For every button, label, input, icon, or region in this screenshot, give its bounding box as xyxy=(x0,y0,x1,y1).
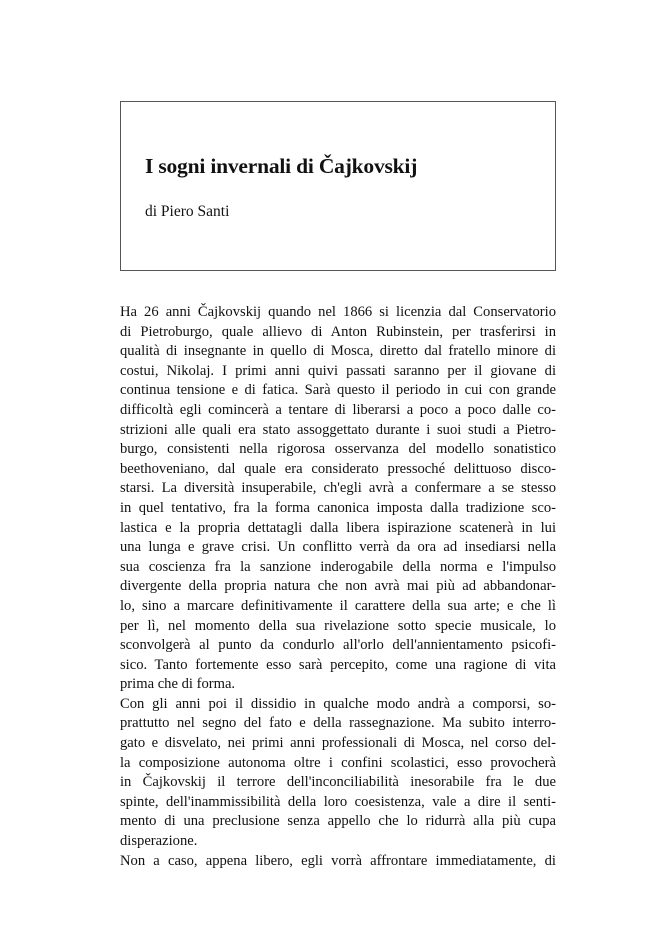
body-line: lo, sino a marcare definitivamente il carattere della sua arte; e che lì xyxy=(120,597,556,614)
body-line: una lunga e grave crisi. Un conflitto verrà da ora ad insediarsi nella xyxy=(120,539,556,556)
body-line: strizioni alle quali era stato assoggettato durante i suoi studi a Pietro- xyxy=(120,421,556,438)
body-line: burgo, consistenti nella rigorosa osservanza del modello sonatistico xyxy=(120,441,556,458)
body-line: prattutto nel segno del fato e della rassegnazione. Ma subito interro- xyxy=(120,715,556,732)
article-title: I sogni invernali di Čajkovskij xyxy=(145,154,418,178)
body-line: continua tensione e di fatica. Sarà questo il periodo in cui con grande xyxy=(120,382,556,399)
body-line: sua coscienza fra la sanzione inderogabile della norma e l'impulso xyxy=(120,558,556,575)
body-line: lastica e la propria dettatagli dalla libera ispirazione scatenerà in lui xyxy=(120,519,556,536)
body-line: la composizione autonoma oltre i confini scolastici, esso provocherà xyxy=(120,754,556,771)
body-line: spinte, dell'inammissibilità della loro coesistenza, vale a dire il senti- xyxy=(120,793,556,810)
body-line: prima che di forma. xyxy=(120,676,236,693)
body-line: di Pietroburgo, quale allievo di Anton Rubinstein, per trasferirsi in xyxy=(120,323,556,340)
article-body xyxy=(120,303,556,871)
body-line: Non a caso, appena libero, egli vorrà affrontare immediatamente, di xyxy=(120,852,556,869)
body-line: per lì, nel momento della sua rivelazione sotto specie musicale, lo xyxy=(120,617,556,634)
body-line: qualità di insegnante in quello di Mosca, diretto dal fratello minore di xyxy=(120,343,556,360)
body-line: in Čajkovskij il terrore dell'inconciliabilità inesorabile fra le due xyxy=(120,774,556,791)
body-line: beethoveniano, dal quale era considerato pressoché delittuoso disco- xyxy=(120,460,556,477)
body-line: Con gli anni poi il dissidio in qualche modo andrà a comporsi, so- xyxy=(120,695,556,712)
body-line: disperazione. xyxy=(120,833,198,850)
body-line: divergente della propria natura che non avrà mai più ad abbandonar- xyxy=(120,578,556,595)
title-box xyxy=(120,101,556,271)
body-line: starsi. La diversità insuperabile, ch'egli avrà a confermare a se stesso xyxy=(120,480,556,497)
body-line: Ha 26 anni Čajkovskij quando nel 1866 si licenzia dal Conservatorio xyxy=(120,304,556,320)
body-line: in quel tentativo, fra la forma canonica imposta dalla tradizione sco- xyxy=(120,499,556,516)
body-line: gato e disvelato, nei primi anni professionali di Mosca, nel corso del- xyxy=(120,735,556,752)
body-line: costui, Nikolaj. I primi anni quivi passati saranno per il giovane di xyxy=(120,362,556,379)
body-line: mento di una preclusione senza appello che lo ridurrà alla più cupa xyxy=(120,813,556,830)
body-line: sconvolgerà al punto da condurlo all'orlo dell'annientamento psicofi- xyxy=(120,637,556,654)
body-line: difficoltà egli comincerà a tentare di liberarsi a poco a poco dalle co- xyxy=(120,401,556,418)
article-byline: di Piero Santi xyxy=(145,203,230,220)
body-line: sico. Tanto fortemente esso sarà percepito, come una ragione di vita xyxy=(120,656,556,673)
